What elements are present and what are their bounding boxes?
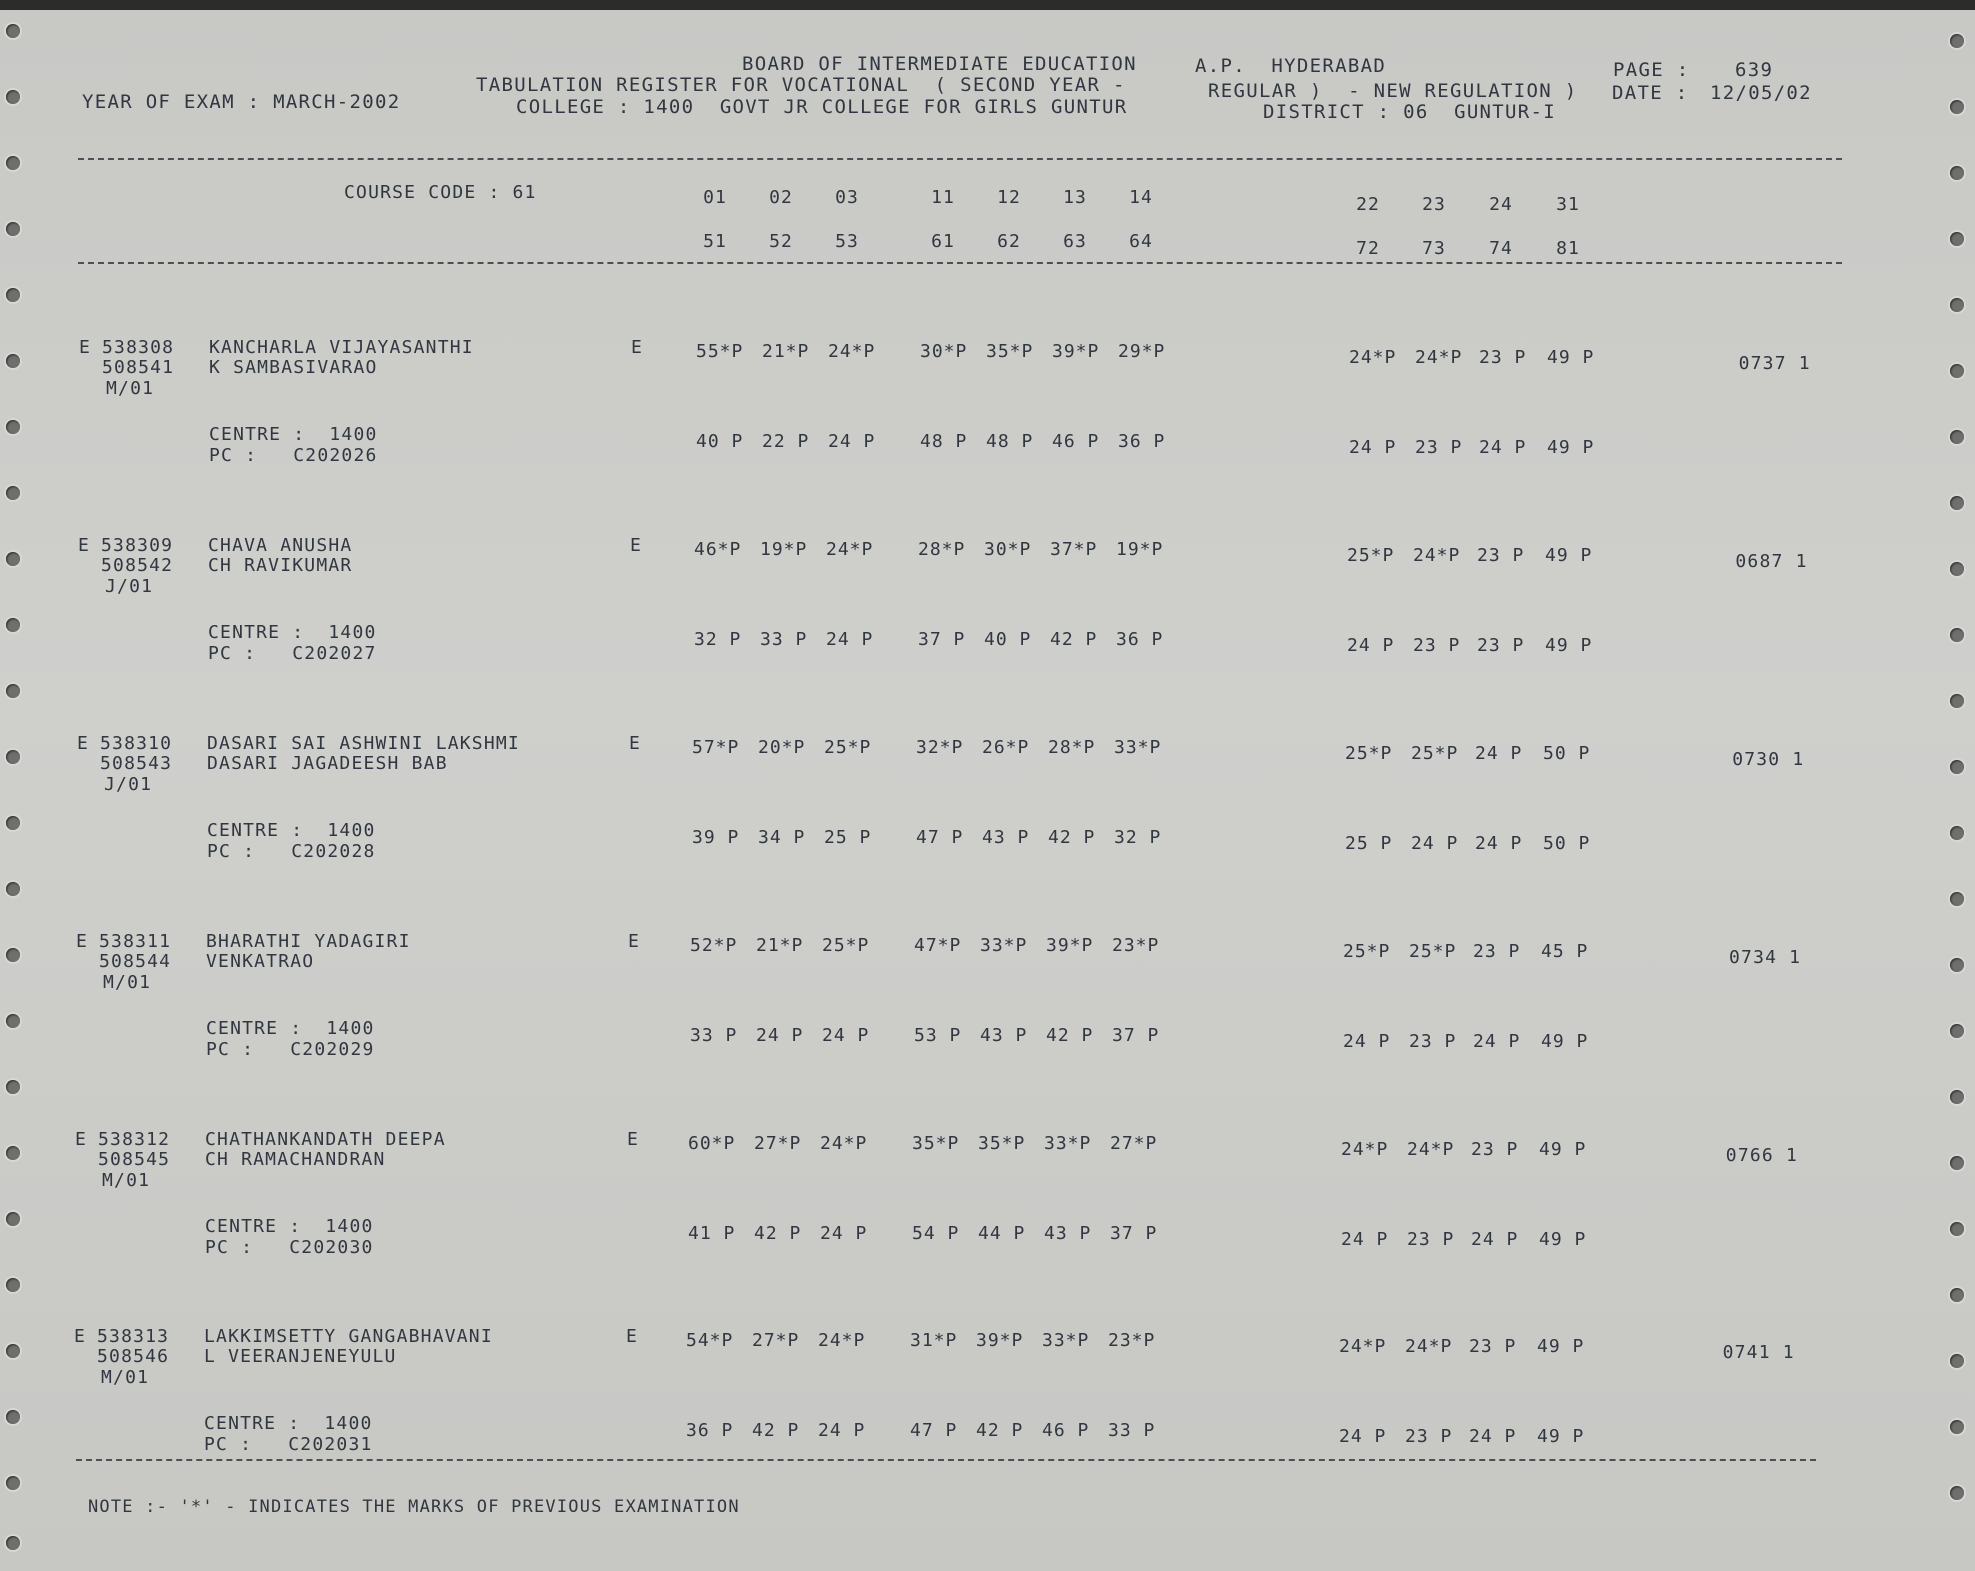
tabulation-title: TABULATION REGISTER FOR VOCATIONAL ( SECOND YEAR - bbox=[476, 74, 1126, 96]
subject-mark: 25 P bbox=[1345, 833, 1393, 854]
subject-code: 64 bbox=[1129, 231, 1153, 252]
registration-number: 508543 bbox=[100, 753, 173, 774]
subject-mark: 23 P bbox=[1477, 635, 1525, 656]
subject-mark: 23 P bbox=[1405, 1426, 1453, 1447]
feed-hole-icon bbox=[1950, 166, 1964, 180]
subject-code: 52 bbox=[769, 231, 793, 252]
centre-code: CENTRE : 1400 bbox=[208, 622, 377, 643]
total-marks: 0730 1 bbox=[1732, 749, 1805, 770]
total-marks: 0734 1 bbox=[1729, 947, 1802, 968]
centre-code: CENTRE : 1400 bbox=[207, 820, 376, 841]
subject-mark: 28*P bbox=[1048, 737, 1096, 758]
subject-mark: 24*P bbox=[1349, 347, 1397, 368]
group-code: M/01 bbox=[106, 378, 155, 399]
pc-code: PC : C202027 bbox=[208, 643, 377, 664]
subject-mark: 49 P bbox=[1545, 545, 1593, 566]
feed-hole-icon bbox=[6, 816, 20, 830]
subject-mark: 39*P bbox=[1046, 935, 1094, 956]
subject-mark: 37 P bbox=[1110, 1223, 1158, 1244]
subject-mark: 25*P bbox=[822, 935, 870, 956]
subject-mark: 24 P bbox=[1475, 743, 1523, 764]
pc-code: PC : C202026 bbox=[209, 445, 378, 466]
subject-mark: 24 P bbox=[1339, 1426, 1387, 1447]
subject-mark: 35*P bbox=[978, 1133, 1026, 1154]
subject-mark: 21*P bbox=[756, 935, 804, 956]
subject-mark: 42 P bbox=[976, 1420, 1024, 1441]
result-flag: E bbox=[75, 1129, 88, 1150]
feed-hole-icon bbox=[1950, 892, 1964, 906]
subject-mark: 40 P bbox=[696, 431, 744, 452]
total-marks: 0687 1 bbox=[1735, 551, 1808, 572]
subject-mark: 22 P bbox=[762, 431, 810, 452]
subject-mark: 23 P bbox=[1471, 1139, 1519, 1160]
subject-mark: 24 P bbox=[1475, 833, 1523, 854]
feed-hole-icon bbox=[1950, 100, 1964, 114]
subject-mark: 25*P bbox=[1345, 743, 1393, 764]
subject-code: 14 bbox=[1129, 187, 1153, 208]
hall-ticket-number: 538308 bbox=[102, 337, 175, 358]
feed-hole-icon bbox=[6, 1080, 20, 1094]
hall-ticket-number: 538313 bbox=[97, 1326, 170, 1347]
course-code-label: COURSE CODE : 61 bbox=[344, 182, 537, 203]
subject-code: 02 bbox=[769, 187, 793, 208]
student-name: BHARATHI YADAGIRI bbox=[206, 931, 411, 952]
subject-mark: 42 P bbox=[752, 1420, 800, 1441]
college-line: COLLEGE : 1400 GOVT JR COLLEGE FOR GIRLS GUNTUR bbox=[516, 96, 1128, 118]
centre-code: CENTRE : 1400 bbox=[209, 424, 378, 445]
subject-mark: 57*P bbox=[692, 737, 740, 758]
subject-mark: 39 P bbox=[692, 827, 740, 848]
parent-name: L VEERANJENEYULU bbox=[204, 1346, 397, 1367]
subject-mark: 39*P bbox=[976, 1330, 1024, 1351]
subject-mark: 49 P bbox=[1539, 1229, 1587, 1250]
feed-hole-icon bbox=[6, 618, 20, 632]
subject-mark: 24*P bbox=[1405, 1336, 1453, 1357]
registration-number: 508544 bbox=[99, 951, 172, 972]
subject-code: 22 bbox=[1356, 194, 1380, 215]
subject-mark: 49 P bbox=[1545, 635, 1593, 656]
subject-mark: 31*P bbox=[910, 1330, 958, 1351]
subject-mark: 23 P bbox=[1477, 545, 1525, 566]
subject-mark: 27*P bbox=[752, 1330, 800, 1351]
subject-mark: 23 P bbox=[1479, 347, 1527, 368]
subject-code: 62 bbox=[997, 231, 1021, 252]
subject-mark: 33 P bbox=[690, 1025, 738, 1046]
result-flag: E bbox=[74, 1326, 87, 1347]
subject-mark: 50 P bbox=[1543, 743, 1591, 764]
feed-hole-icon bbox=[6, 1278, 20, 1292]
subject-mark: 24 P bbox=[1411, 833, 1459, 854]
feed-hole-icon bbox=[6, 486, 20, 500]
subject-code: 11 bbox=[931, 187, 955, 208]
group-code: J/01 bbox=[105, 576, 154, 597]
subject-mark: 24 P bbox=[1347, 635, 1395, 656]
subject-mark: 53 P bbox=[914, 1025, 962, 1046]
date-label: DATE : bbox=[1612, 82, 1689, 104]
registration-number: 508545 bbox=[98, 1149, 171, 1170]
subject-mark: 50 P bbox=[1543, 833, 1591, 854]
subject-mark: 24*P bbox=[1415, 347, 1463, 368]
feed-hole-icon bbox=[6, 354, 20, 368]
subject-mark: 27*P bbox=[754, 1133, 802, 1154]
scan-top-edge bbox=[0, 0, 1975, 10]
subject-code: 12 bbox=[997, 187, 1021, 208]
subject-mark: 47 P bbox=[916, 827, 964, 848]
subject-mark: 60*P bbox=[688, 1133, 736, 1154]
subject-mark: 33 P bbox=[760, 629, 808, 650]
parent-name: CH RAMACHANDRAN bbox=[205, 1149, 386, 1170]
feed-hole-icon bbox=[1950, 1156, 1964, 1170]
subject-mark: 43 P bbox=[1044, 1223, 1092, 1244]
subject-mark: 32 P bbox=[1114, 827, 1162, 848]
note-line: NOTE :- '*' - INDICATES THE MARKS OF PREVIOUS EXAMINATION bbox=[88, 1497, 740, 1517]
feed-hole-icon bbox=[6, 222, 20, 236]
student-name: LAKKIMSETTY GANGABHAVANI bbox=[204, 1326, 493, 1347]
subject-mark: 32*P bbox=[916, 737, 964, 758]
feed-hole-icon bbox=[1950, 1486, 1964, 1500]
subject-mark: 24 P bbox=[818, 1420, 866, 1441]
subject-mark: 23*P bbox=[1108, 1330, 1156, 1351]
subject-mark: 52*P bbox=[690, 935, 738, 956]
subject-mark: 24*P bbox=[1413, 545, 1461, 566]
medium: E bbox=[631, 337, 644, 358]
subject-mark: 21*P bbox=[762, 341, 810, 362]
subject-code: 03 bbox=[835, 187, 859, 208]
subject-mark: 25 P bbox=[824, 827, 872, 848]
subject-mark: 55*P bbox=[696, 341, 744, 362]
header-divider bbox=[78, 158, 1842, 160]
subject-mark: 28*P bbox=[918, 539, 966, 560]
subject-mark: 24 P bbox=[1471, 1229, 1519, 1250]
subject-mark: 47*P bbox=[914, 935, 962, 956]
group-code: M/01 bbox=[103, 972, 152, 993]
total-marks: 0741 1 bbox=[1722, 1342, 1795, 1363]
subject-mark: 24 P bbox=[822, 1025, 870, 1046]
parent-name: CH RAVIKUMAR bbox=[208, 555, 353, 576]
subject-mark: 36 P bbox=[1118, 431, 1166, 452]
pc-code: PC : C202031 bbox=[204, 1434, 373, 1455]
feed-hole-icon bbox=[6, 1014, 20, 1028]
subject-mark: 23*P bbox=[1112, 935, 1160, 956]
hall-ticket-number: 538311 bbox=[99, 931, 172, 952]
subject-mark: 24 P bbox=[820, 1223, 868, 1244]
subject-mark: 30*P bbox=[920, 341, 968, 362]
parent-name: K SAMBASIVARAO bbox=[209, 357, 378, 378]
subject-mark: 24 P bbox=[1469, 1426, 1517, 1447]
subject-mark: 23 P bbox=[1407, 1229, 1455, 1250]
pc-code: PC : C202029 bbox=[206, 1039, 375, 1060]
subject-mark: 24*P bbox=[818, 1330, 866, 1351]
subject-mark: 49 P bbox=[1537, 1336, 1585, 1357]
subject-mark: 24*P bbox=[1339, 1336, 1387, 1357]
subject-mark: 23 P bbox=[1473, 941, 1521, 962]
feed-hole-icon bbox=[6, 1410, 20, 1424]
feed-hole-icon bbox=[1950, 364, 1964, 378]
subject-mark: 37*P bbox=[1050, 539, 1098, 560]
subject-mark: 25*P bbox=[1347, 545, 1395, 566]
subject-mark: 24 P bbox=[828, 431, 876, 452]
hall-ticket-number: 538309 bbox=[101, 535, 174, 556]
subject-mark: 24*P bbox=[1407, 1139, 1455, 1160]
hall-ticket-number: 538310 bbox=[100, 733, 173, 754]
subject-mark: 40 P bbox=[984, 629, 1032, 650]
subject-mark: 24 P bbox=[756, 1025, 804, 1046]
feed-hole-icon bbox=[1950, 1354, 1964, 1368]
subject-mark: 23 P bbox=[1409, 1031, 1457, 1052]
subject-mark: 29*P bbox=[1118, 341, 1166, 362]
subject-mark: 54*P bbox=[686, 1330, 734, 1351]
subject-code: 23 bbox=[1422, 194, 1446, 215]
feed-hole-icon bbox=[1950, 298, 1964, 312]
pc-code: PC : C202028 bbox=[207, 841, 376, 862]
subject-mark: 27*P bbox=[1110, 1133, 1158, 1154]
subject-mark: 46 P bbox=[1042, 1420, 1090, 1441]
hall-ticket-number: 538312 bbox=[98, 1129, 171, 1150]
feed-hole-icon bbox=[1950, 1024, 1964, 1038]
subject-mark: 33 P bbox=[1108, 1420, 1156, 1441]
subject-mark: 49 P bbox=[1547, 347, 1595, 368]
feed-hole-icon bbox=[6, 1476, 20, 1490]
feed-hole-icon bbox=[1950, 562, 1964, 576]
feed-hole-icon bbox=[6, 684, 20, 698]
subject-code: 81 bbox=[1556, 238, 1580, 259]
subject-mark: 20*P bbox=[758, 737, 806, 758]
subject-code: 13 bbox=[1063, 187, 1087, 208]
subject-mark: 24*P bbox=[826, 539, 874, 560]
pc-code: PC : C202030 bbox=[205, 1237, 374, 1258]
subject-mark: 37 P bbox=[918, 629, 966, 650]
subject-mark: 37 P bbox=[1112, 1025, 1160, 1046]
subject-mark: 33*P bbox=[1042, 1330, 1090, 1351]
subject-code: 01 bbox=[703, 187, 727, 208]
subject-mark: 49 P bbox=[1547, 437, 1595, 458]
subject-code: 72 bbox=[1356, 238, 1380, 259]
feed-hole-icon bbox=[6, 1344, 20, 1358]
feed-hole-icon bbox=[6, 1212, 20, 1226]
subject-mark: 49 P bbox=[1541, 1031, 1589, 1052]
feed-hole-icon bbox=[6, 1146, 20, 1160]
subject-mark: 24 P bbox=[1473, 1031, 1521, 1052]
subject-mark: 24 P bbox=[1479, 437, 1527, 458]
subject-mark: 42 P bbox=[1046, 1025, 1094, 1046]
centre-code: CENTRE : 1400 bbox=[204, 1413, 373, 1434]
feed-hole-icon bbox=[1950, 1420, 1964, 1434]
subject-mark: 49 P bbox=[1537, 1426, 1585, 1447]
feed-hole-icon bbox=[1950, 1288, 1964, 1302]
subject-mark: 33*P bbox=[1114, 737, 1162, 758]
page-label: PAGE : bbox=[1613, 59, 1690, 81]
feed-hole-icon bbox=[1950, 826, 1964, 840]
subject-mark: 24 P bbox=[826, 629, 874, 650]
subject-mark: 35*P bbox=[912, 1133, 960, 1154]
subject-mark: 47 P bbox=[910, 1420, 958, 1441]
subject-mark: 26*P bbox=[982, 737, 1030, 758]
subject-mark: 46*P bbox=[694, 539, 742, 560]
feed-hole-icon bbox=[6, 948, 20, 962]
board-title: BOARD OF INTERMEDIATE EDUCATION bbox=[742, 53, 1137, 75]
medium: E bbox=[626, 1326, 639, 1347]
board-location: A.P. HYDERABAD bbox=[1195, 55, 1387, 77]
student-name: KANCHARLA VIJAYASANTHI bbox=[209, 337, 474, 358]
parent-name: VENKATRAO bbox=[206, 951, 315, 972]
regulation-label: REGULAR ) - NEW REGULATION ) bbox=[1208, 80, 1578, 102]
page-number: 639 bbox=[1735, 59, 1774, 81]
feed-hole-icon bbox=[1950, 628, 1964, 642]
student-name: CHATHANKANDATH DEEPA bbox=[205, 1129, 446, 1150]
subject-mark: 25*P bbox=[1411, 743, 1459, 764]
subject-mark: 25*P bbox=[824, 737, 872, 758]
feed-hole-icon bbox=[1950, 496, 1964, 510]
subject-code: 24 bbox=[1489, 194, 1513, 215]
feed-hole-icon bbox=[6, 882, 20, 896]
subject-mark: 36 P bbox=[1116, 629, 1164, 650]
feed-hole-icon bbox=[6, 90, 20, 104]
subject-mark: 24*P bbox=[820, 1133, 868, 1154]
subject-mark: 30*P bbox=[984, 539, 1032, 560]
feed-hole-icon bbox=[1950, 34, 1964, 48]
medium: E bbox=[628, 931, 641, 952]
subject-mark: 19*P bbox=[1116, 539, 1164, 560]
registration-number: 508541 bbox=[102, 357, 175, 378]
subject-code: 73 bbox=[1422, 238, 1446, 259]
feed-hole-icon bbox=[6, 1536, 20, 1550]
feed-hole-icon bbox=[6, 156, 20, 170]
subject-code: 53 bbox=[835, 231, 859, 252]
total-marks: 0766 1 bbox=[1725, 1145, 1799, 1166]
feed-hole-icon bbox=[1950, 958, 1964, 972]
centre-code: CENTRE : 1400 bbox=[206, 1018, 375, 1039]
district-line: DISTRICT : 06 GUNTUR-I bbox=[1263, 101, 1556, 123]
feed-hole-icon bbox=[6, 420, 20, 434]
feed-hole-icon bbox=[6, 288, 20, 302]
subject-code: 74 bbox=[1489, 238, 1513, 259]
subject-mark: 33*P bbox=[980, 935, 1028, 956]
feed-hole-icon bbox=[1950, 232, 1964, 246]
subject-mark: 54 P bbox=[912, 1223, 960, 1244]
subject-code: 63 bbox=[1063, 231, 1087, 252]
subject-mark: 19*P bbox=[760, 539, 808, 560]
medium: E bbox=[630, 535, 643, 556]
year-of-exam: YEAR OF EXAM : MARCH-2002 bbox=[82, 91, 401, 113]
group-code: M/01 bbox=[102, 1170, 151, 1191]
subject-mark: 41 P bbox=[688, 1223, 736, 1244]
centre-code: CENTRE : 1400 bbox=[205, 1216, 374, 1237]
subject-mark: 46 P bbox=[1052, 431, 1100, 452]
group-code: M/01 bbox=[101, 1367, 150, 1388]
feed-hole-icon bbox=[6, 750, 20, 764]
subject-mark: 24*P bbox=[1341, 1139, 1389, 1160]
footer-divider bbox=[76, 1459, 1816, 1461]
subject-mark: 42 P bbox=[1050, 629, 1098, 650]
subject-mark: 48 P bbox=[986, 431, 1034, 452]
subject-mark: 43 P bbox=[982, 827, 1030, 848]
group-code: J/01 bbox=[104, 774, 153, 795]
subject-mark: 24 P bbox=[1343, 1031, 1391, 1052]
subject-mark: 45 P bbox=[1541, 941, 1589, 962]
print-date: 12/05/02 bbox=[1710, 82, 1812, 104]
feed-hole-icon bbox=[6, 552, 20, 566]
feed-hole-icon bbox=[1950, 430, 1964, 444]
feed-hole-icon bbox=[1950, 1222, 1964, 1236]
total-marks: 0737 1 bbox=[1738, 353, 1811, 374]
subject-mark: 25*P bbox=[1343, 941, 1391, 962]
subject-mark: 34 P bbox=[758, 827, 806, 848]
student-name: DASARI SAI ASHWINI LAKSHMI bbox=[207, 733, 520, 754]
feed-hole-icon bbox=[1950, 1090, 1964, 1104]
subject-mark: 25*P bbox=[1409, 941, 1457, 962]
subject-mark: 23 P bbox=[1413, 635, 1461, 656]
parent-name: DASARI JAGADEESH BAB bbox=[207, 753, 448, 774]
column-header-divider bbox=[78, 262, 1842, 264]
medium: E bbox=[629, 733, 642, 754]
subject-mark: 49 P bbox=[1539, 1139, 1587, 1160]
result-flag: E bbox=[76, 931, 89, 952]
subject-mark: 44 P bbox=[978, 1223, 1026, 1244]
subject-mark: 24 P bbox=[1349, 437, 1397, 458]
subject-mark: 48 P bbox=[920, 431, 968, 452]
subject-code: 61 bbox=[931, 231, 955, 252]
registration-number: 508542 bbox=[101, 555, 174, 576]
subject-mark: 24 P bbox=[1341, 1229, 1389, 1250]
subject-mark: 33*P bbox=[1044, 1133, 1092, 1154]
registration-number: 508546 bbox=[97, 1346, 170, 1367]
feed-hole-icon bbox=[1950, 760, 1964, 774]
subject-mark: 32 P bbox=[694, 629, 742, 650]
subject-mark: 23 P bbox=[1469, 1336, 1517, 1357]
subject-mark: 39*P bbox=[1052, 341, 1100, 362]
subject-mark: 42 P bbox=[754, 1223, 802, 1244]
feed-hole-icon bbox=[6, 24, 20, 38]
subject-mark: 35*P bbox=[986, 341, 1034, 362]
medium: E bbox=[627, 1129, 640, 1150]
subject-mark: 43 P bbox=[980, 1025, 1028, 1046]
feed-hole-icon bbox=[1950, 694, 1964, 708]
subject-mark: 36 P bbox=[686, 1420, 734, 1441]
subject-code: 51 bbox=[703, 231, 727, 252]
student-name: CHAVA ANUSHA bbox=[208, 535, 353, 556]
subject-code: 31 bbox=[1556, 194, 1580, 215]
result-flag: E bbox=[78, 535, 91, 556]
subject-mark: 42 P bbox=[1048, 827, 1096, 848]
result-flag: E bbox=[79, 337, 92, 358]
result-flag: E bbox=[77, 733, 90, 754]
subject-mark: 23 P bbox=[1415, 437, 1463, 458]
subject-mark: 24*P bbox=[828, 341, 876, 362]
